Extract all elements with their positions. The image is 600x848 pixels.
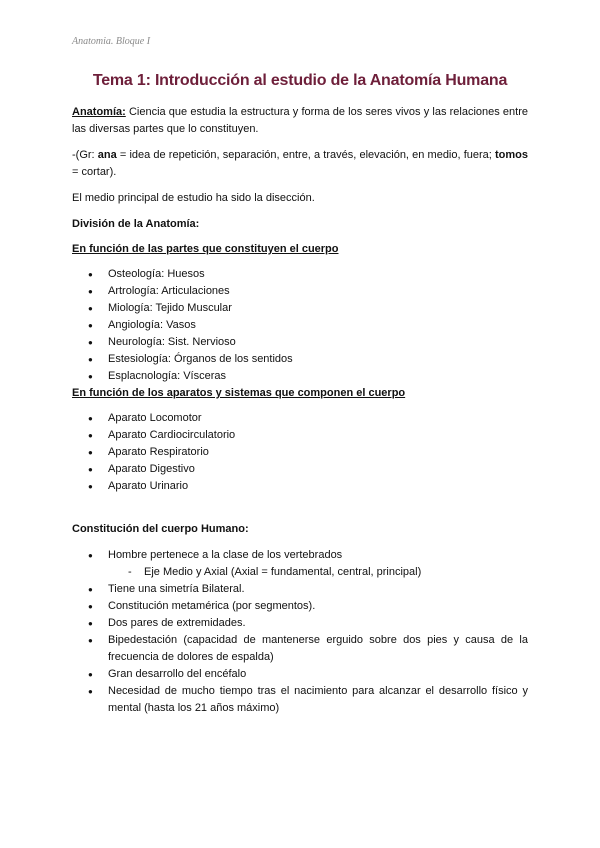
sub-list bbox=[108, 564, 528, 581]
list-item bbox=[72, 547, 528, 581]
list-item: ● Angiología: Vasos bbox=[72, 317, 528, 334]
systems-list bbox=[72, 410, 528, 495]
list-item: ● Miología: Tejido Muscular bbox=[72, 300, 528, 317]
list-item: ● Aparato Urinario bbox=[72, 478, 528, 495]
etymology-ana: ana bbox=[97, 149, 117, 161]
etymology-text-2: = idea de repetición, separación, entre, a través, elevación, en medio, fuera; bbox=[116, 149, 495, 161]
document-body bbox=[72, 104, 528, 717]
list-item: ● Osteología: Huesos bbox=[72, 266, 528, 283]
list-item: ● Bipedestación (capacidad de mantenerse erguido sobre dos pies y causa de la frecuencia de dolores de espalda) bbox=[72, 632, 528, 666]
list-item: ● Aparato Respiratorio bbox=[72, 444, 528, 461]
etymology-text-1: -(Gr: bbox=[72, 149, 98, 161]
list-item: ● Dos pares de extremidades. bbox=[72, 615, 528, 632]
definition-paragraph bbox=[72, 104, 528, 138]
etymology-tomos: tomos bbox=[495, 149, 528, 161]
constitution-list bbox=[72, 547, 528, 717]
page-header: Anatomia. Bloque I bbox=[72, 36, 151, 47]
list-item: ● Constitución metamérica (por segmentos). bbox=[72, 598, 528, 615]
parts-list bbox=[72, 266, 528, 385]
list-item: ● Estesiología: Órganos de los sentidos bbox=[72, 351, 528, 368]
definition-text: Ciencia que estudia la estructura y forma de los seres vivos y las relaciones entre las diversas partes que lo constituyen. bbox=[72, 106, 528, 135]
division-heading: División de la Anatomía: bbox=[72, 218, 200, 230]
dissection-paragraph: El medio principal de estudio ha sido la disección. bbox=[72, 192, 315, 204]
definition-term: Anatomía: bbox=[72, 106, 126, 118]
list-item: ● Aparato Digestivo bbox=[72, 461, 528, 478]
list-item: ● Aparato Cardiocirculatorio bbox=[72, 427, 528, 444]
list-item: ● Esplacnología: Vísceras bbox=[72, 368, 528, 385]
list-item: ● Necesidad de mucho tiempo tras el nacimiento para alcanzar el desarrollo físico y mental (hasta los 21 años máximo) bbox=[72, 683, 528, 717]
list-item: ● Tiene una simetría Bilateral. bbox=[72, 581, 528, 598]
list-item-text: Hombre pertenece a la clase de los vertebrados bbox=[108, 549, 343, 561]
etymology-text-3: = cortar). bbox=[72, 166, 117, 178]
etymology-paragraph bbox=[72, 147, 528, 181]
list-item: ● Artrología: Articulaciones bbox=[72, 283, 528, 300]
section-heading-parts: En función de las partes que constituyen el cuerpo bbox=[72, 243, 339, 255]
list-item: ● Gran desarrollo del encéfalo bbox=[72, 666, 528, 683]
section-heading-systems: En función de los aparatos y sistemas que componen el cuerpo bbox=[72, 387, 406, 399]
sub-list-item: - Eje Medio y Axial (Axial = fundamental, central, principal) bbox=[72, 564, 528, 581]
page-title: Tema 1: Introducción al estudio de la Anatomía Humana bbox=[92, 72, 508, 89]
constitution-heading: Constitución del cuerpo Humano: bbox=[72, 523, 249, 535]
list-item: ● Aparato Locomotor bbox=[72, 410, 528, 427]
list-item: ● Neurología: Sist. Nervioso bbox=[72, 334, 528, 351]
